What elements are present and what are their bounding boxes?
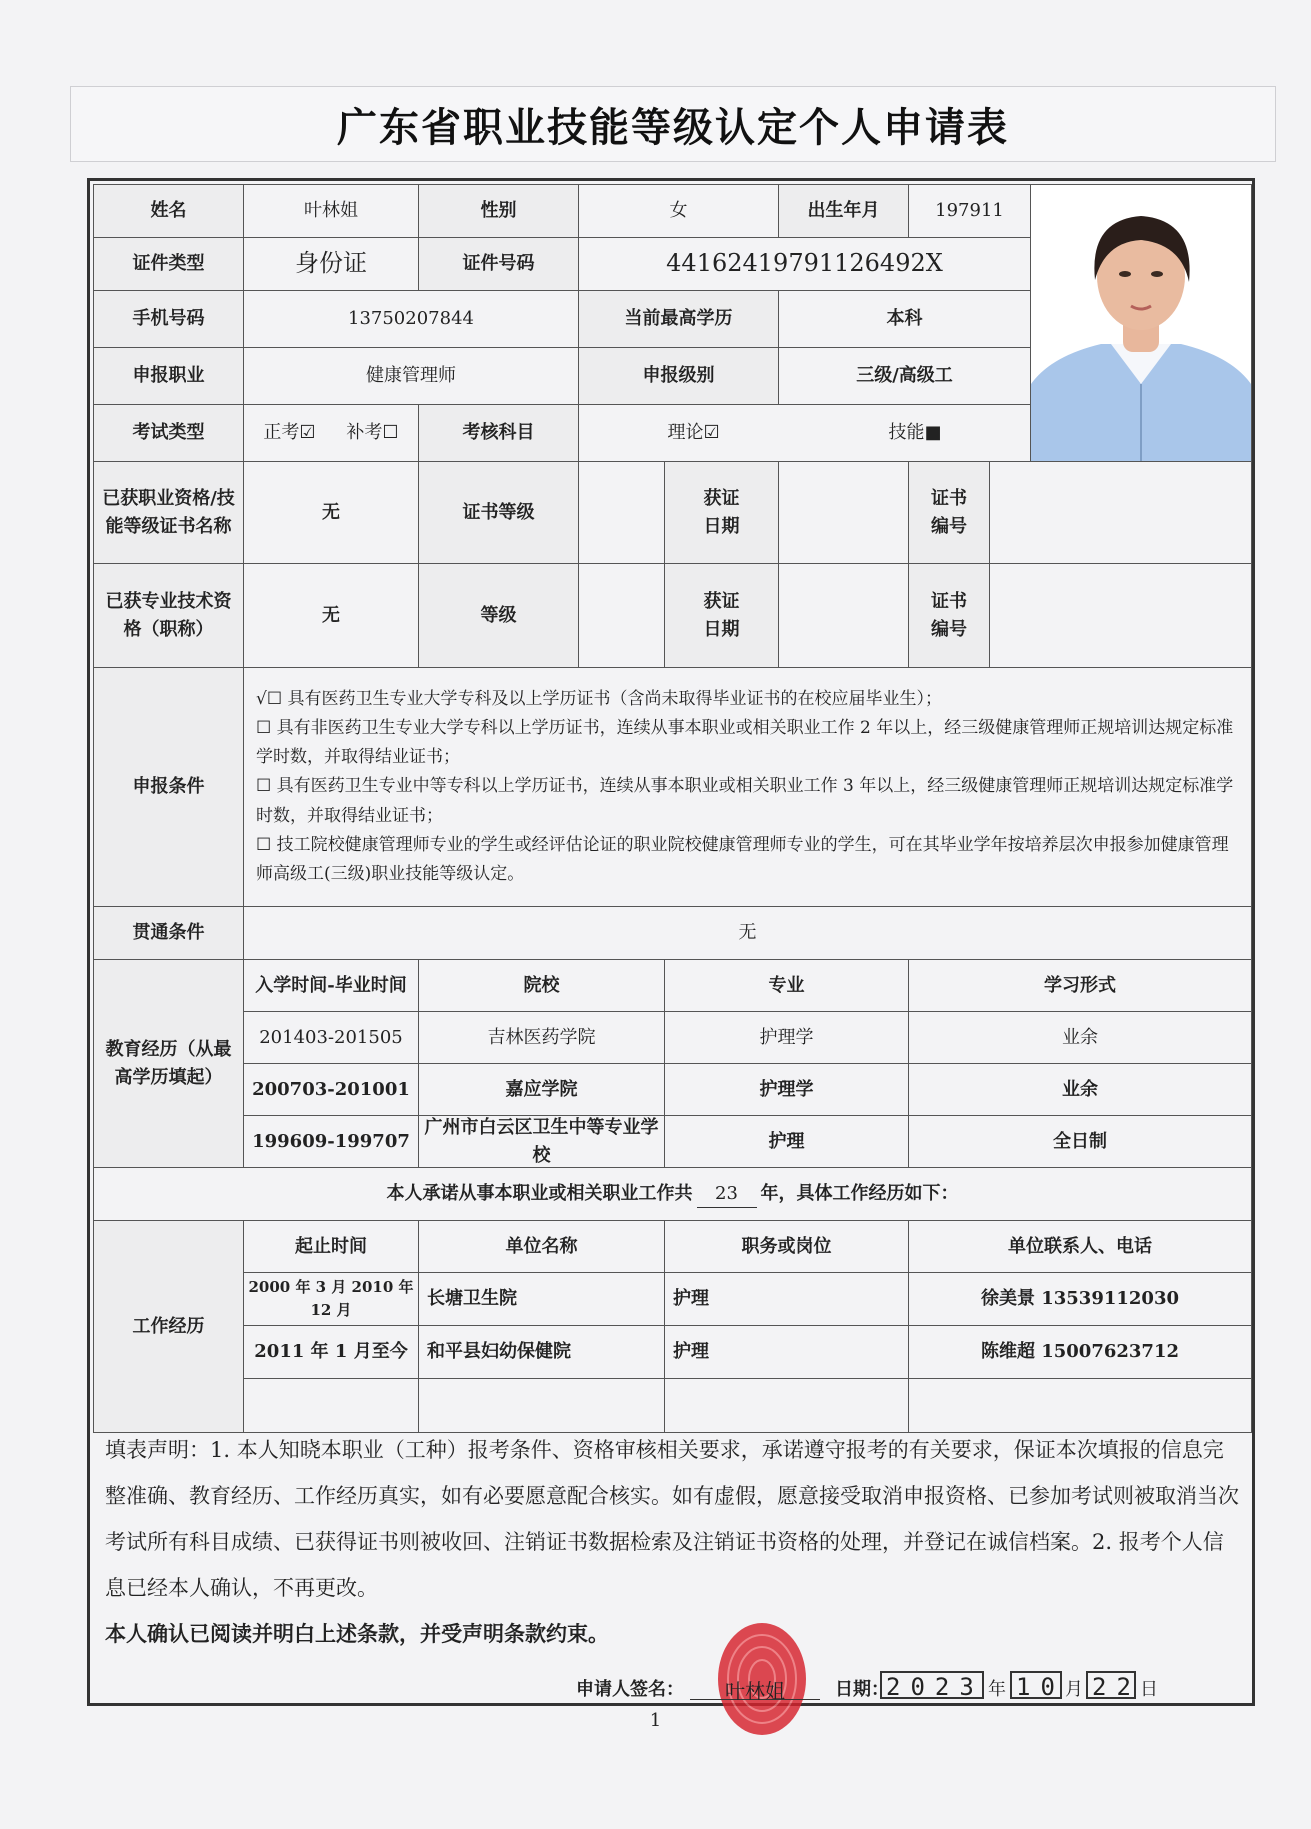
birth-label: 出生年月	[779, 185, 909, 238]
through-label: 贯通条件	[94, 907, 244, 960]
edu-row-2-school: 嘉应学院	[419, 1064, 665, 1116]
date-label: 日期：	[835, 1679, 889, 1700]
occupation-label: 申报职业	[94, 348, 244, 405]
cert-no-value-2	[990, 564, 1252, 668]
phone-label: 手机号码	[94, 291, 244, 348]
exam-type-options	[244, 405, 419, 462]
exam-type-label: 考试类型	[94, 405, 244, 462]
gender-label: 性别	[419, 185, 579, 238]
work-row-1-position: 护理	[665, 1273, 909, 1326]
obtain-date-label-2: 获证日期	[665, 564, 779, 668]
work-header-position: 职务或岗位	[665, 1221, 909, 1273]
date-year-box[interactable]: 2023	[880, 1671, 984, 1699]
cert-no-value	[990, 462, 1252, 564]
edu-row-2-time: 200703-201001	[244, 1064, 419, 1116]
commitment-years: 23	[697, 1180, 757, 1209]
work-row-1-employer: 长塘卫生院	[419, 1273, 665, 1326]
form-title: 广东省职业技能等级认定个人申请表	[337, 104, 1009, 151]
form-title-bar	[70, 86, 1276, 162]
obtain-date-value-2	[779, 564, 909, 668]
makeup-exam-checkbox[interactable]: 补考☐	[346, 422, 399, 444]
work-row-3-contact	[909, 1379, 1252, 1433]
condition-item-3[interactable]: ☐ 具有医药卫生专业中等专科以上学历证书，连续从事本职业或相关职业工作 3 年以上，经三级健康管理师正规培训达规定标准学时数，并取得结业证书；	[256, 776, 1234, 826]
education-label: 当前最高学历	[579, 291, 779, 348]
condition-item-2[interactable]: ☐ 具有非医药卫生专业大学专科以上学历证书，连续从事本职业或相关职业工作 2 年以上，经三级健康管理师正规培训达规定标准学时数，并取得结业证书；	[256, 717, 1234, 768]
theory-checkbox[interactable]: 理论☑	[667, 422, 720, 444]
signature-field[interactable]: 叶林姐	[690, 1675, 820, 1700]
commitment-prefix: 本人承诺从事本职业或相关职业工作共	[386, 1183, 693, 1205]
obtain-date-value	[779, 462, 909, 564]
edu-row-3-school: 广州市白云区卫生中等专业学校	[419, 1116, 665, 1168]
work-row-2-period: 2011 年 1 月至今	[244, 1326, 419, 1379]
education-value: 本科	[779, 291, 1031, 348]
edu-row-2-major: 护理学	[665, 1064, 909, 1116]
work-row-3-employer	[419, 1379, 665, 1433]
condition-item-1[interactable]: √☐ 具有医药卫生专业大学专科及以上学历证书（含尚未取得毕业证书的在校应届毕业生）；	[256, 688, 942, 709]
edu-row-3-mode: 全日制	[909, 1116, 1252, 1168]
work-header-employer: 单位名称	[419, 1221, 665, 1273]
edu-row-1-time: 201403-201505	[244, 1012, 419, 1064]
conditions-list	[244, 668, 1252, 907]
edu-header-school: 院校	[419, 960, 665, 1012]
applicant-photo	[1031, 185, 1252, 462]
edu-row-3-major: 护理	[665, 1116, 909, 1168]
work-history-label: 工作经历	[94, 1221, 244, 1433]
edu-row-3-time: 199609-199707	[244, 1116, 419, 1168]
work-row-3-period	[244, 1379, 419, 1433]
skill-checkbox[interactable]: 技能■	[888, 422, 942, 444]
occupation-value: 健康管理师	[244, 348, 579, 405]
application-form	[87, 178, 1255, 1706]
birth-value: 197911	[909, 185, 1031, 238]
signature-label: 申请人签名：	[576, 1679, 684, 1700]
cert-level-label: 证书等级	[419, 462, 579, 564]
prof-title-value: 无	[244, 564, 419, 668]
id-no-value: 44162419791126492X	[579, 238, 1031, 291]
date-month-box[interactable]: 10	[1010, 1671, 1062, 1699]
cert-no-label-2: 证书编号	[909, 564, 990, 668]
id-no-label: 证件号码	[419, 238, 579, 291]
work-row-3-position	[665, 1379, 909, 1433]
cert-no-label: 证书编号	[909, 462, 990, 564]
edu-row-1-major: 护理学	[665, 1012, 909, 1064]
form-grid	[93, 184, 1252, 1433]
edu-row-1-school: 吉林医药学院	[419, 1012, 665, 1064]
work-row-2-position: 护理	[665, 1326, 909, 1379]
name-value: 叶林姐	[244, 185, 419, 238]
signature-row	[90, 1669, 1252, 1705]
edu-row-1-mode: 业余	[909, 1012, 1252, 1064]
work-row-1-period: 2000 年 3 月 2010 年 12 月	[244, 1273, 419, 1326]
month-unit: 月	[1065, 1679, 1083, 1700]
gender-value: 女	[579, 185, 779, 238]
day-unit: 日	[1140, 1679, 1158, 1700]
date-day-box[interactable]: 22	[1086, 1671, 1136, 1699]
level-value: 三级/高级工	[779, 348, 1031, 405]
through-value: 无	[244, 907, 1252, 960]
grade-value	[579, 564, 665, 668]
condition-item-4[interactable]: ☐ 技工院校健康管理师专业的学生或经评估论证的职业院校健康管理师专业的学生，可在其毕业学年按培养层次申报参加健康管理师高级工(三级)职业技能等级认定。	[256, 834, 1229, 885]
obtain-date-label: 获证日期	[665, 462, 779, 564]
year-unit: 年	[988, 1679, 1006, 1700]
id-type-label: 证件类型	[94, 238, 244, 291]
name-label: 姓名	[94, 185, 244, 238]
qual-cert-value: 无	[244, 462, 419, 564]
work-header-contact: 单位联系人、电话	[909, 1221, 1252, 1273]
page-number: 1	[649, 1710, 662, 1731]
commitment-suffix: 年，具体工作经历如下：	[760, 1183, 959, 1205]
prof-title-label: 已获专业技术资格（职称）	[94, 564, 244, 668]
grade-label: 等级	[419, 564, 579, 668]
edu-header-major: 专业	[665, 960, 909, 1012]
portrait-image	[1031, 185, 1251, 462]
id-type-value: 身份证	[244, 238, 419, 291]
level-label: 申报级别	[579, 348, 779, 405]
edu-history-label: 教育经历（从最高学历填起）	[94, 960, 244, 1168]
qual-cert-label: 已获职业资格/技能等级证书名称	[94, 462, 244, 564]
work-header-period: 起止时间	[244, 1221, 419, 1273]
cert-level-value	[579, 462, 665, 564]
subjects-label: 考核科目	[419, 405, 579, 462]
conditions-label: 申报条件	[94, 668, 244, 907]
work-commitment	[94, 1168, 1252, 1221]
formal-exam-checkbox[interactable]: 正考☑	[263, 422, 316, 444]
phone-value: 13750207844	[244, 291, 579, 348]
edu-row-2-mode: 业余	[909, 1064, 1252, 1116]
work-row-2-contact: 陈维超 15007623712	[909, 1326, 1252, 1379]
subjects-options	[579, 405, 1031, 462]
confirmation-text: 本人确认已阅读并明白上述条款，并受声明条款约束。	[105, 1621, 609, 1646]
declaration-text: 填表声明：1. 本人知晓本职业（工种）报考条件、资格审核相关要求，承诺遵守报考的有关要求，保证本次填报的信息完整准确、教育经历、工作经历真实，如有必要愿意配合核实。如有虚假，愿意接受取消申报资格、已参加考试则被取消当次考试所有科目成绩、已获得证书则被收回、注销证书数据检索及注销证书资格的处理，并登记在诚信档案。2. 报考个人信息已经本人确认，不再更改。	[105, 1438, 1239, 1600]
declaration-block	[93, 1427, 1251, 1657]
work-row-1-contact: 徐美景 13539112030	[909, 1273, 1252, 1326]
edu-header-time: 入学时间-毕业时间	[244, 960, 419, 1012]
edu-header-mode: 学习形式	[909, 960, 1252, 1012]
work-row-2-employer: 和平县妇幼保健院	[419, 1326, 665, 1379]
